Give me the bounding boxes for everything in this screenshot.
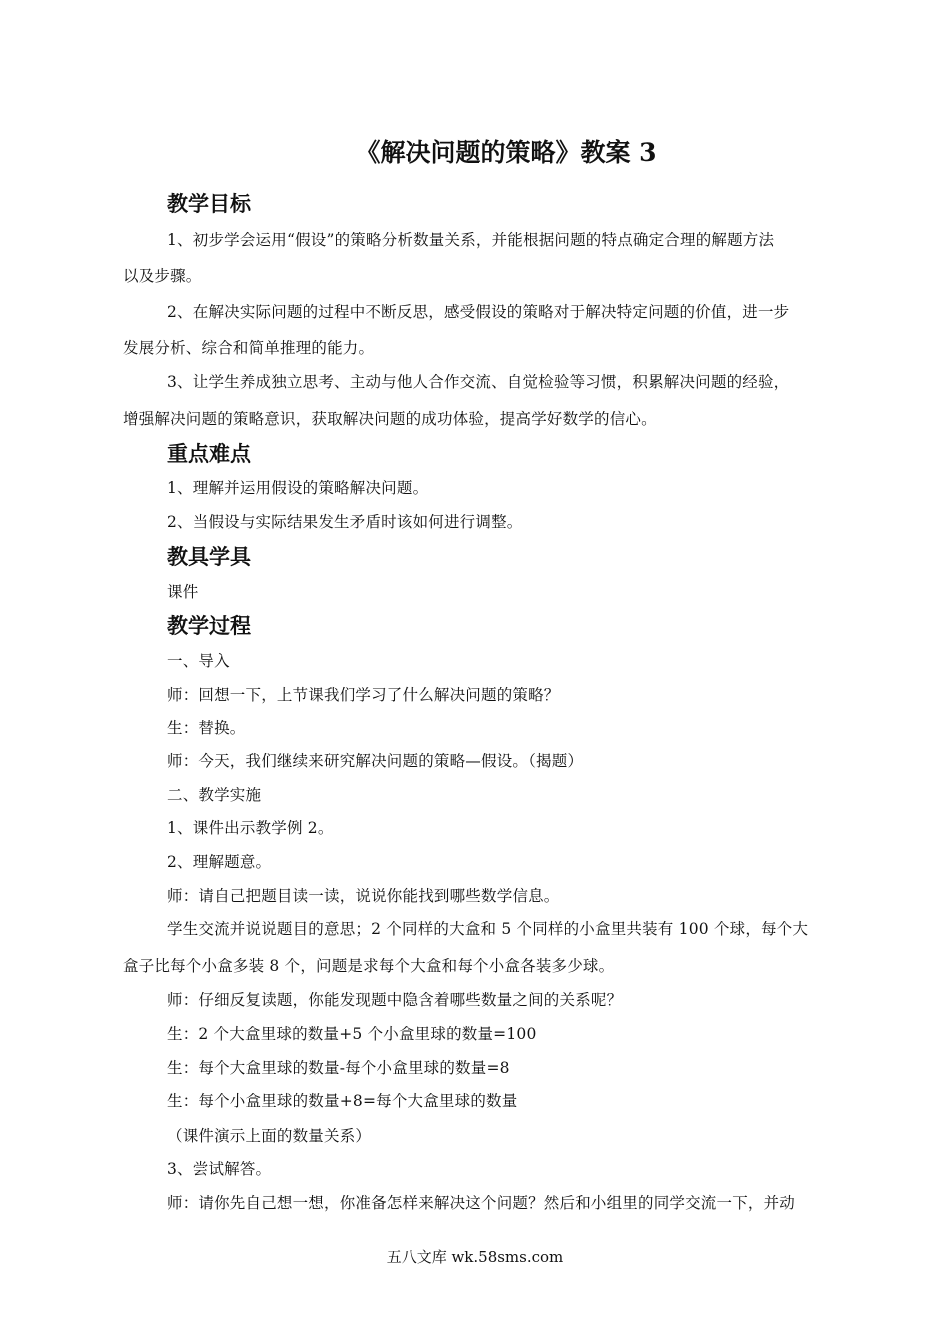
paragraph-line: 以及步骤。 (123, 267, 202, 285)
paragraph-line: 课件 (167, 583, 199, 601)
paragraph-line: 师：仔细反复读题，你能发现题中隐含着哪些数量之间的关系呢？ (167, 991, 623, 1009)
paragraph-line: 1、初步学会运用“假设”的策略分析数量关系，并能根据问题的特点确定合理的解题方法 (167, 231, 775, 249)
section-heading-key-points: 重点难点 (167, 441, 251, 466)
paragraph-line: 发展分析、综合和简单推理的能力。 (123, 339, 375, 357)
paragraph-line: 生：替换。 (167, 719, 246, 737)
paragraph-line: 2、当假设与实际结果发生矛盾时该如何进行调整。 (167, 513, 523, 531)
paragraph-line: 1、课件出示教学例 2。 (167, 819, 334, 837)
section-heading-tools: 教具学具 (167, 544, 251, 569)
paragraph-line: 3、尝试解答。 (167, 1160, 272, 1178)
paragraph-line: 增强解决问题的策略意识，获取解决问题的成功体验，提高学好数学的信心。 (123, 410, 657, 428)
paragraph-line: 3、让学生养成独立思考、主动与他人合作交流、自觉检验等习惯，积累解决问题的经验， (167, 373, 790, 391)
paragraph-line: 师：今天，我们继续来研究解决问题的策略—假设。（揭题） (167, 752, 584, 770)
paragraph-line: 师：请自己把题目读一读，说说你能找到哪些数学信息。 (167, 887, 560, 905)
page-footer: 五八文库 wk.58sms.com (386, 1248, 564, 1266)
paragraph-line: 2、在解决实际问题的过程中不断反思，感受假设的策略对于解决特定问题的价值，进一步 (167, 303, 790, 321)
paragraph-line: 师：回想一下，上节课我们学习了什么解决问题的策略？ (167, 686, 560, 704)
section-heading-goals: 教学目标 (167, 191, 251, 216)
paragraph-line: 二、教学实施 (167, 786, 262, 804)
paragraph-line: （课件演示上面的数量关系） (167, 1127, 372, 1145)
section-heading-process: 教学过程 (167, 613, 251, 638)
paragraph-line: 2、理解题意。 (167, 853, 272, 871)
paragraph-line: 学生交流并说说题目的意思；2 个同样的大盒和 5 个同样的小盒里共装有 100 个球，每个大 (167, 920, 809, 938)
paragraph-line: 盒子比每个小盒多装 8 个，问题是求每个大盒和每个小盒各装多少球。 (123, 957, 615, 975)
paragraph-line: 1、理解并运用假设的策略解决问题。 (167, 479, 429, 497)
paragraph-line: 生：每个小盒里球的数量+8=每个大盒里球的数量 (167, 1092, 518, 1110)
paragraph-line: 师：请你先自己想一想，你准备怎样来解决这个问题？然后和小组里的同学交流一下，并动 (167, 1194, 796, 1212)
paragraph-line: 一、导入 (167, 652, 230, 670)
document-title: 《解决问题的策略》教案 3 (355, 138, 657, 167)
paragraph-line: 生：2 个大盒里球的数量+5 个小盒里球的数量=100 (167, 1025, 537, 1043)
paragraph-line: 生：每个大盒里球的数量-每个小盒里球的数量=8 (167, 1059, 510, 1077)
